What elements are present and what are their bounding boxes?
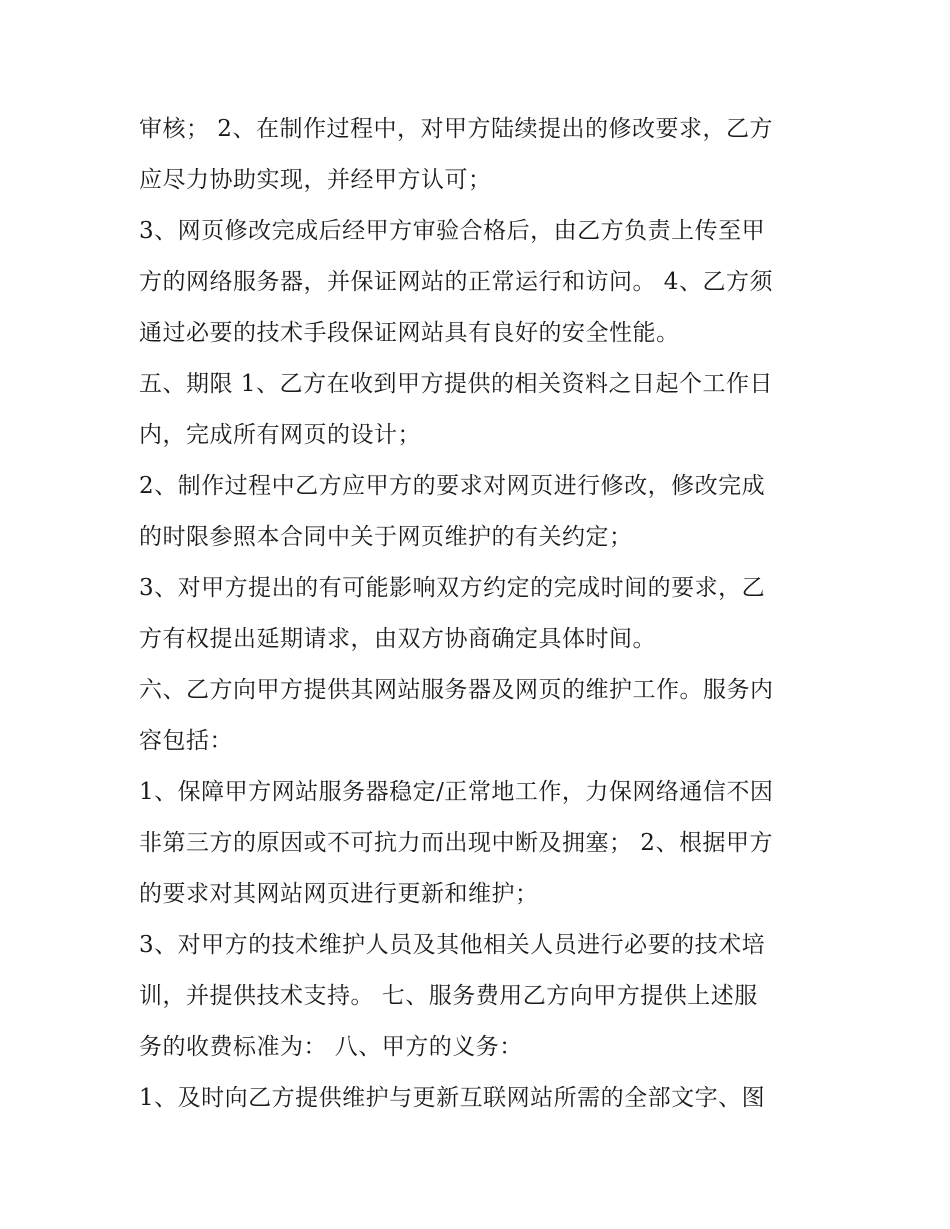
text-line: 3、网页修改完成后经甲方审验合格后，由乙方负责上传至甲 [139, 218, 766, 244]
text-line: 应尽力协助实现，并经甲方认可； [139, 167, 492, 193]
text-line: 方有权提出延期请求，由双方协商确定具体时间。 [139, 626, 656, 652]
text-line: 五、期限 1、乙方在收到甲方提供的相关资料之日起个工作日 [139, 371, 773, 397]
text-line: 2、制作过程中乙方应甲方的要求对网页进行修改，修改完成 [139, 473, 766, 499]
document-body [139, 104, 809, 1124]
text-line: 六、乙方向甲方提供其网站服务器及网页的维护工作。服务内 [139, 677, 774, 703]
text-line: 的要求对其网站网页进行更新和维护； [139, 881, 539, 907]
text-line: 的时限参照本合同中关于网页维护的有关约定； [139, 524, 633, 550]
text-line: 训，并提供技术支持。 七、服务费用乙方向甲方提供上述服 [139, 983, 758, 1009]
text-line: 内，完成所有网页的设计； [139, 422, 421, 448]
text-line: 非第三方的原因或不可抗力而出现中断及拥塞； 2、根据甲方 [139, 830, 773, 856]
text-line: 3、对甲方提出的有可能影响双方约定的完成时间的要求，乙 [139, 575, 766, 601]
text-line: 务的收费标准为： 八、甲方的义务： [139, 1034, 523, 1060]
text-line: 1、及时向乙方提供维护与更新互联网站所需的全部文字、图 [139, 1085, 766, 1111]
text-line: 方的网络服务器，并保证网站的正常运行和访问。 4、乙方须 [139, 269, 773, 295]
text-line: 通过必要的技术手段保证网站具有良好的安全性能。 [139, 320, 680, 346]
text-line: 审核； 2、在制作过程中，对甲方陆续提出的修改要求，乙方 [139, 116, 773, 142]
text-line: 1、保障甲方网站服务器稳定/正常地工作，力保网络通信不因 [139, 779, 774, 805]
text-line: 3、对甲方的技术维护人员及其他相关人员进行必要的技术培 [139, 932, 766, 958]
text-line: 容包括： [139, 728, 233, 754]
